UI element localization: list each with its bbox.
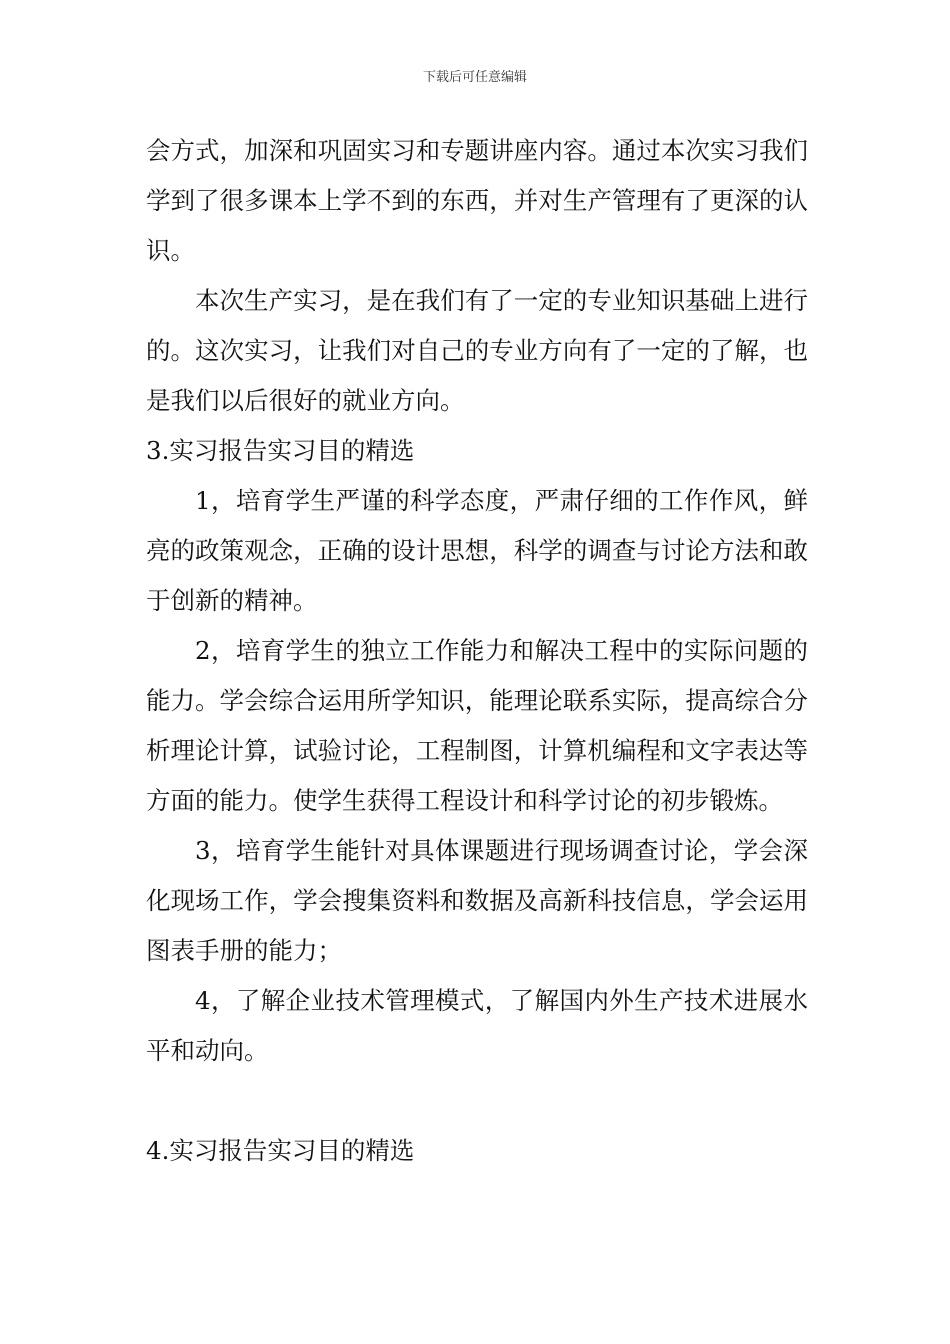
page-header-note: 下载后可任意编辑 [422,70,527,85]
document-body [146,126,808,1176]
paragraph-production-internship: 本次生产实习，是在我们有了一定的专业知识基础上进行的。这次实习，让我们对自己的专业方向有了一定的了解，也是我们以后很好的就业方向。 [146,286,808,415]
paragraph-continuation: 会方式，加深和巩固实习和专题讲座内容。通过本次实习我们学到了很多课本上学不到的东西，并对生产管理有了更深的认识。 [146,136,808,265]
section-3-title: 3.实习报告实习目的精选 [146,436,415,465]
list-item-2: 2，培育学生的独立工作能力和解决工程中的实际问题的能力。学会综合运用所学知识，能理论联系实际，提高综合分析理论计算，试验讨论，工程制图，计算机编程和文字表达等方面的能力。使学生获得工程设计和科学讨论的初步锻炼。 [146,636,808,815]
list-item-1: 1，培育学生严谨的科学态度，严肃仔细的工作作风，鲜亮的政策观念，正确的设计思想，科学的调查与讨论方法和敢于创新的精神。 [146,486,808,615]
section-4-title: 4.实习报告实习目的精选 [146,1136,415,1165]
list-item-4: 4，了解企业技术管理模式，了解国内外生产技术进展水平和动向。 [146,986,808,1065]
list-item-3: 3，培育学生能针对具体课题进行现场调查讨论，学会深化现场工作，学会搜集资料和数据及高新科技信息，学会运用图表手册的能力； [146,836,808,965]
blank-line [146,1076,808,1126]
